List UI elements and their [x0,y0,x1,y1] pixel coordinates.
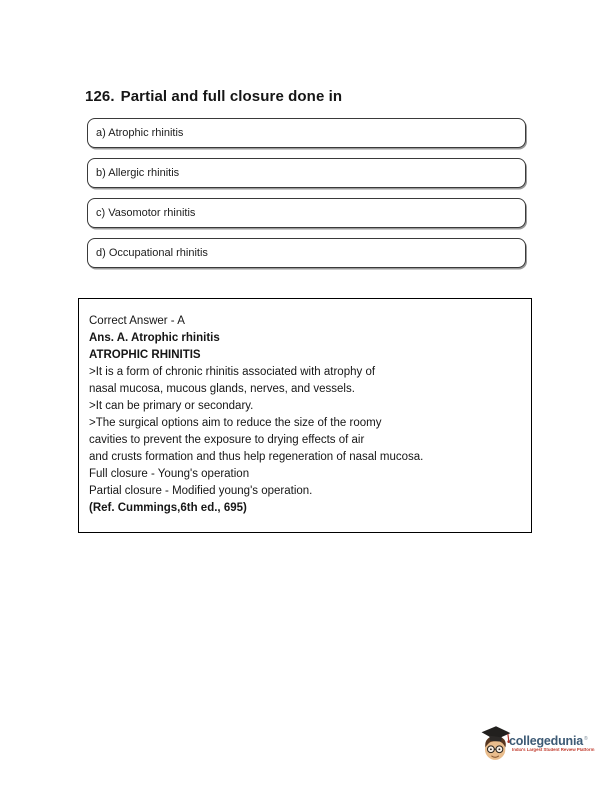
answer-line: cavities to prevent the exposure to drying effects of air [89,434,365,446]
answer-line: (Ref. Cummings,6th ed., 695) [89,502,247,514]
option-label: d) Occupational rhinitis [96,247,208,259]
answer-line: Partial closure - Modified young's operation. [89,485,313,497]
collegedunia-logo [479,725,612,765]
brand-name: collegedunia [509,734,584,748]
question-title [85,88,342,105]
answer-explanation-box [78,298,532,533]
option-d[interactable] [87,238,526,268]
mascot-icon [479,725,513,765]
brand-tagline: India's Largest Student Review Platform [512,748,595,753]
answer-line: and crusts formation and thus help regeneration of nasal mucosa. [89,451,424,463]
question-text: Partial and full closure done in [120,88,343,105]
options-list [87,118,526,278]
answer-line: >It is a form of chronic rhinitis associated with atrophy of [89,366,376,378]
logo-text [509,725,612,754]
answer-line: Correct Answer - A [89,315,185,327]
answer-line: Full closure - Young's operation [89,468,250,480]
option-a[interactable] [87,118,526,148]
option-c[interactable] [87,198,526,228]
option-label: b) Allergic rhinitis [96,167,180,179]
option-label: c) Vasomotor rhinitis [96,207,196,219]
registered-trademark-icon: ® [584,736,588,742]
question-number: 126. [85,88,115,105]
option-label: a) Atrophic rhinitis [96,127,184,139]
option-b[interactable] [87,158,526,188]
answer-line: Ans. A. Atrophic rhinitis [89,332,220,344]
answer-line: ATROPHIC RHINITIS [89,349,201,361]
answer-line: >It can be primary or secondary. [89,400,254,412]
answer-line: nasal mucosa, mucous glands, nerves, and vessels. [89,383,355,395]
answer-line: >The surgical options aim to reduce the size of the roomy [89,417,382,429]
